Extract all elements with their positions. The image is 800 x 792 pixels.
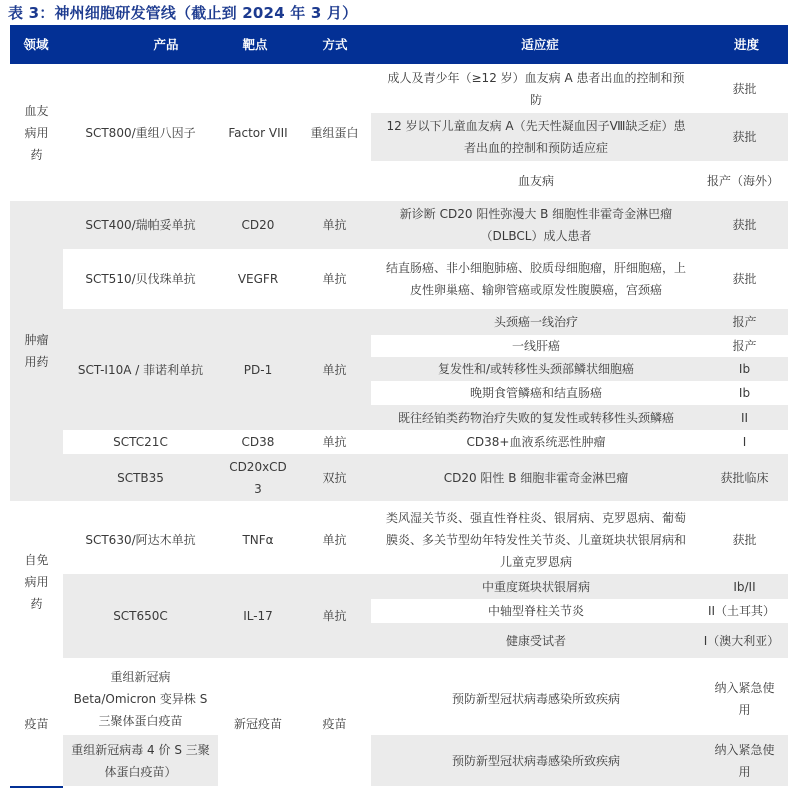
target-cell: IL-17: [243, 609, 273, 623]
product-cell: SCT400/瑞帕妥单抗: [85, 218, 196, 232]
progress-cell: 获批: [732, 130, 757, 144]
progress-line: 用: [738, 764, 751, 779]
progress-cell: Ib/II: [733, 579, 756, 594]
product-cell: SCTB35: [117, 470, 164, 485]
product-cell: SCT-I10A / 菲诺利单抗: [77, 362, 204, 377]
product-cell: SCTC21C: [113, 435, 168, 449]
domain-line: 用药: [24, 355, 49, 369]
progress-cell: [701, 662, 788, 735]
indication-cell: 中重度斑块状银屑病: [481, 579, 590, 594]
indication-line: 防: [529, 92, 542, 107]
indication-line: 新诊断 CD20 阳性弥漫大 B 细胞性非霍奇金淋巴瘤: [399, 207, 673, 221]
progress-cell: II: [740, 410, 749, 425]
indication-line: 类风湿关节炎、强直性脊柱炎、银屑病、克罗恩病、葡萄: [385, 510, 686, 525]
product-line: 重组新冠病毒 4 价 S 三聚: [71, 742, 210, 757]
modality-cell: 疫苗: [322, 717, 347, 731]
indication-line: 结直肠癌、非小细胞肺癌、胶质母细胞瘤，肝细胞癌，上: [385, 261, 686, 275]
progress-cell: [701, 735, 788, 786]
domain-line: 病用: [24, 125, 49, 140]
domain-line: 血友: [24, 103, 49, 118]
progress-cell: 报产: [732, 339, 757, 353]
progress-line: 用: [738, 702, 751, 717]
target-line: 3: [254, 481, 262, 496]
modality-cell: 单抗: [322, 272, 347, 286]
product-cell: SCT630/阿达木单抗: [85, 532, 196, 547]
domain-line: 病用: [24, 574, 49, 589]
indication-cell: [371, 249, 701, 309]
domain-cell-oncology: [10, 201, 63, 501]
indication-cell: 头颈癌一线治疗: [493, 315, 578, 329]
target-cell: Factor VIII: [228, 125, 288, 140]
modality-cell: 重组蛋白: [310, 125, 359, 140]
target-cell: VEGFR: [237, 272, 279, 286]
product-line: Beta/Omicron 变异株 S: [73, 691, 208, 706]
modality-cell: 单抗: [322, 218, 347, 232]
table-header: [10, 25, 788, 64]
modality-cell: 双抗: [322, 470, 347, 485]
indication-cell: CD38+血液系统恶性肿瘤: [466, 435, 606, 449]
progress-cell: I: [742, 435, 747, 449]
indication-cell: 健康受试者: [505, 633, 566, 648]
progress-cell: 获批: [732, 532, 757, 547]
progress-cell: 获批: [732, 272, 757, 286]
target-cell: CD20: [241, 218, 275, 232]
progress-line: 纳入紧急使: [714, 680, 775, 695]
target-cell: TNFα: [242, 532, 274, 547]
indication-cell: 晚期食管鳞癌和结直肠癌: [469, 386, 602, 400]
indication-line: （DLBCL）成人患者: [480, 229, 592, 243]
indication-line: 者出血的控制和预防适应症: [463, 141, 608, 155]
header-product: 产品: [153, 37, 179, 52]
indication-cell: 一线肝癌: [511, 339, 560, 353]
product-cell: [63, 735, 218, 786]
progress-cell: 获批: [732, 81, 757, 96]
indication-line: 皮性卵巢癌、输卵管癌或原发性腹膜癌，宫颈癌: [409, 283, 662, 297]
product-line: 三聚体蛋白疫苗: [98, 713, 183, 728]
indication-cell: 预防新型冠状病毒感染所致疾病: [451, 691, 620, 706]
modality-cell: 单抗: [322, 532, 347, 547]
domain-line: 自免: [24, 552, 49, 567]
indication-cell: [371, 505, 701, 574]
indication-line: 膜炎、多关节型幼年特发性关节炎、儿童斑块状银屑病和: [385, 532, 686, 547]
product-cell: SCT650C: [113, 609, 168, 623]
header-domain: 领域: [23, 37, 49, 52]
indication-cell: [371, 64, 701, 113]
modality-cell: 单抗: [322, 435, 347, 449]
domain-cell-autoimmune: [10, 505, 63, 658]
product-cell: SCT510/贝伐珠单抗: [85, 272, 196, 286]
product-line: 体蛋白疫苗）: [104, 764, 177, 779]
progress-line: 纳入紧急使: [714, 742, 775, 757]
target-cell: [218, 454, 298, 501]
progress-cell: Ib: [738, 362, 751, 376]
progress-cell: 获批临床: [720, 470, 769, 485]
domain-cell-hemophilia: [10, 64, 63, 201]
progress-cell: 报产（海外）: [706, 174, 779, 188]
header-modality: 方式: [322, 37, 348, 52]
product-cell: SCT800/重组八因子: [85, 125, 196, 140]
indication-cell: [371, 201, 701, 249]
header-indication: 适应症: [521, 37, 559, 52]
indication-line: 儿童克罗恩病: [499, 554, 572, 569]
modality-cell: 单抗: [322, 609, 347, 623]
header-progress: 进度: [733, 37, 759, 52]
indication-cell: [371, 113, 701, 161]
domain-line: 药: [30, 596, 43, 611]
table-title: 表 3：神州细胞研发管线（截止到 2024 年 3 月）: [8, 4, 358, 22]
indication-cell: 血友病: [517, 174, 554, 188]
target-cell: PD-1: [243, 362, 273, 377]
progress-cell: Ib: [738, 386, 751, 400]
indication-cell: 复发性和/或转移性头颈部鳞状细胞癌: [437, 362, 635, 376]
domain-line: 药: [30, 147, 43, 162]
indication-line: 成人及青少年（≥12 岁）血友病 A 患者出血的控制和预: [387, 70, 685, 85]
indication-cell: 中轴型脊柱关节炎: [487, 604, 584, 618]
domain-line: 肿瘤: [24, 333, 49, 347]
progress-cell: II（土耳其）: [707, 604, 776, 618]
indication-cell: 既往经铂类药物治疗失败的复发性或转移性头颈鳞癌: [397, 410, 674, 425]
indication-cell: CD20 阳性 B 细胞非霍奇金淋巴瘤: [443, 470, 629, 485]
product-line: 重组新冠病: [110, 669, 171, 684]
target-line: CD20xCD: [229, 459, 287, 474]
product-cell: [63, 662, 218, 735]
indication-cell: 预防新型冠状病毒感染所致疾病: [451, 753, 620, 768]
progress-cell: 报产: [732, 315, 757, 329]
progress-cell: 获批: [732, 218, 757, 232]
header-target: 靶点: [242, 37, 268, 52]
indication-line: 12 岁以下儿童血友病 A（先天性凝血因子Ⅷ缺乏症）患: [386, 119, 686, 133]
target-cell: CD38: [241, 435, 275, 449]
target-cell: 新冠疫苗: [233, 717, 282, 731]
progress-cell: I（澳大利亚）: [703, 633, 780, 648]
modality-cell: 单抗: [322, 362, 347, 377]
table-bottom-rule: [10, 786, 63, 788]
domain-cell-vaccine: 疫苗: [24, 717, 49, 731]
